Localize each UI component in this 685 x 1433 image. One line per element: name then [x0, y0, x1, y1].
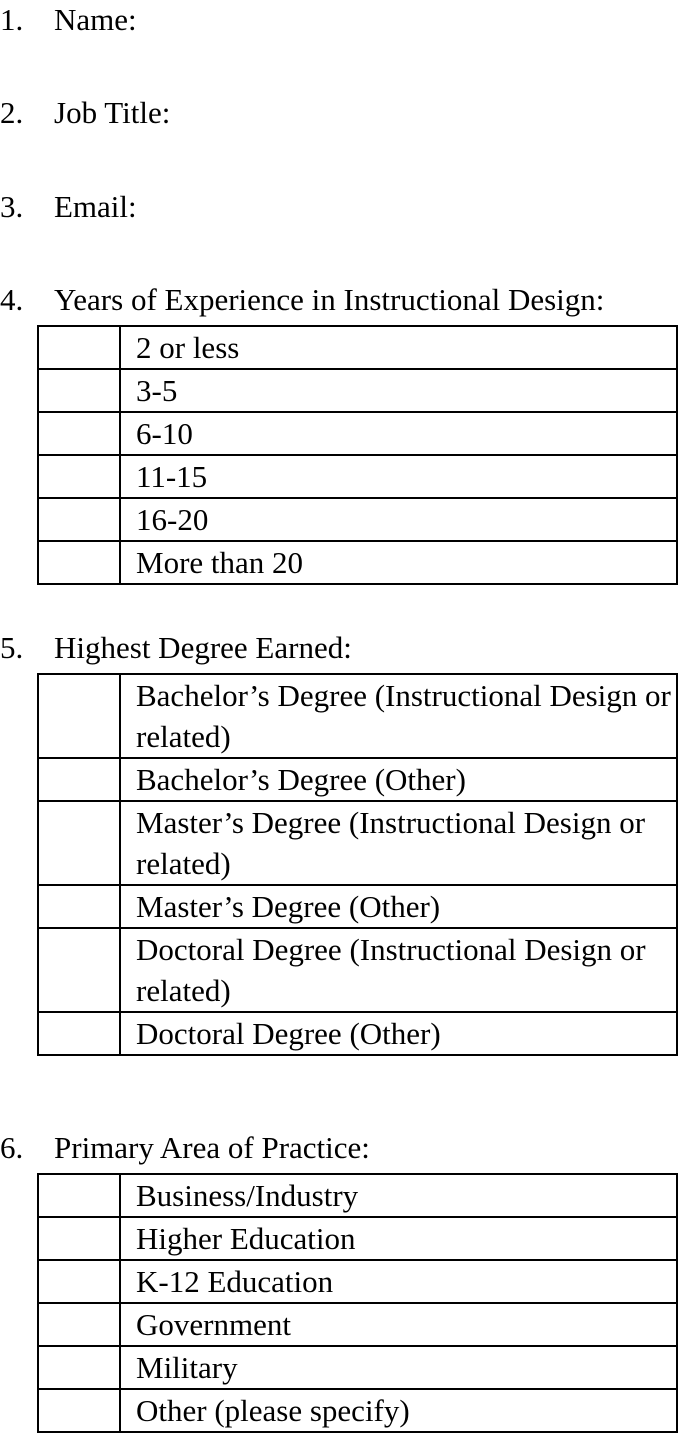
highest-degree-options-table: [37, 673, 678, 1056]
question-job-title: [0, 95, 170, 131]
question-highest-degree: [0, 630, 352, 666]
option-checkbox-cell[interactable]: [38, 369, 120, 412]
option-row: [38, 928, 677, 1012]
option-label: 2 or less: [120, 326, 677, 369]
question-label: Email:: [54, 189, 137, 224]
option-checkbox-cell[interactable]: [38, 1012, 120, 1055]
option-checkbox-cell[interactable]: [38, 1389, 120, 1432]
option-checkbox-cell[interactable]: [38, 1260, 120, 1303]
option-row: [38, 541, 677, 584]
question-area-of-practice: [0, 1130, 370, 1166]
option-label: Business/Industry: [120, 1174, 677, 1217]
option-label: Master’s Degree (Instructional Design or related): [120, 801, 677, 885]
option-row: [38, 801, 677, 885]
option-label: Bachelor’s Degree (Other): [120, 758, 677, 801]
option-checkbox-cell[interactable]: [38, 1174, 120, 1217]
option-label: Doctoral Degree (Instructional Design or related): [120, 928, 677, 1012]
question-label: Years of Experience in Instructional Design:: [54, 282, 605, 317]
option-row: [38, 412, 677, 455]
option-row: [38, 369, 677, 412]
option-label: 11-15: [120, 455, 677, 498]
question-number: 4.: [0, 282, 24, 317]
option-label: More than 20: [120, 541, 677, 584]
option-checkbox-cell[interactable]: [38, 412, 120, 455]
option-row: [38, 1303, 677, 1346]
option-row: [38, 326, 677, 369]
option-row: [38, 1389, 677, 1432]
option-row: [38, 674, 677, 758]
option-row: [38, 1217, 677, 1260]
question-name: [0, 2, 137, 38]
option-checkbox-cell[interactable]: [38, 1303, 120, 1346]
option-row: [38, 498, 677, 541]
question-number: 1.: [0, 2, 24, 37]
option-row: [38, 1260, 677, 1303]
question-label: Highest Degree Earned:: [54, 630, 352, 665]
option-label: Other (please specify): [120, 1389, 677, 1432]
option-row: [38, 455, 677, 498]
option-row: [38, 1174, 677, 1217]
question-label: Job Title:: [54, 95, 171, 130]
question-label: Primary Area of Practice:: [54, 1130, 370, 1165]
option-checkbox-cell[interactable]: [38, 326, 120, 369]
option-label: Military: [120, 1346, 677, 1389]
option-checkbox-cell[interactable]: [38, 885, 120, 928]
question-label: Name:: [54, 2, 137, 37]
option-row: [38, 885, 677, 928]
question-number: 3.: [0, 189, 24, 224]
option-label: K-12 Education: [120, 1260, 677, 1303]
option-label: 6-10: [120, 412, 677, 455]
option-label: 16-20: [120, 498, 677, 541]
option-checkbox-cell[interactable]: [38, 801, 120, 885]
option-checkbox-cell[interactable]: [38, 455, 120, 498]
option-checkbox-cell[interactable]: [38, 498, 120, 541]
years-experience-options-table: [37, 325, 678, 585]
option-row: [38, 1346, 677, 1389]
option-label: Higher Education: [120, 1217, 677, 1260]
question-number: 2.: [0, 95, 24, 130]
option-label: Bachelor’s Degree (Instructional Design or related): [120, 674, 677, 758]
question-email: [0, 189, 137, 225]
question-number: 6.: [0, 1130, 24, 1165]
option-label: Master’s Degree (Other): [120, 885, 677, 928]
option-checkbox-cell[interactable]: [38, 1346, 120, 1389]
option-checkbox-cell[interactable]: [38, 541, 120, 584]
option-checkbox-cell[interactable]: [38, 928, 120, 1012]
question-years-experience: [0, 282, 604, 318]
option-label: Doctoral Degree (Other): [120, 1012, 677, 1055]
option-row: [38, 758, 677, 801]
option-checkbox-cell[interactable]: [38, 674, 120, 758]
option-label: Government: [120, 1303, 677, 1346]
option-row: [38, 1012, 677, 1055]
option-checkbox-cell[interactable]: [38, 1217, 120, 1260]
area-of-practice-options-table: [37, 1173, 678, 1433]
option-label: 3-5: [120, 369, 677, 412]
question-number: 5.: [0, 630, 24, 665]
option-checkbox-cell[interactable]: [38, 758, 120, 801]
